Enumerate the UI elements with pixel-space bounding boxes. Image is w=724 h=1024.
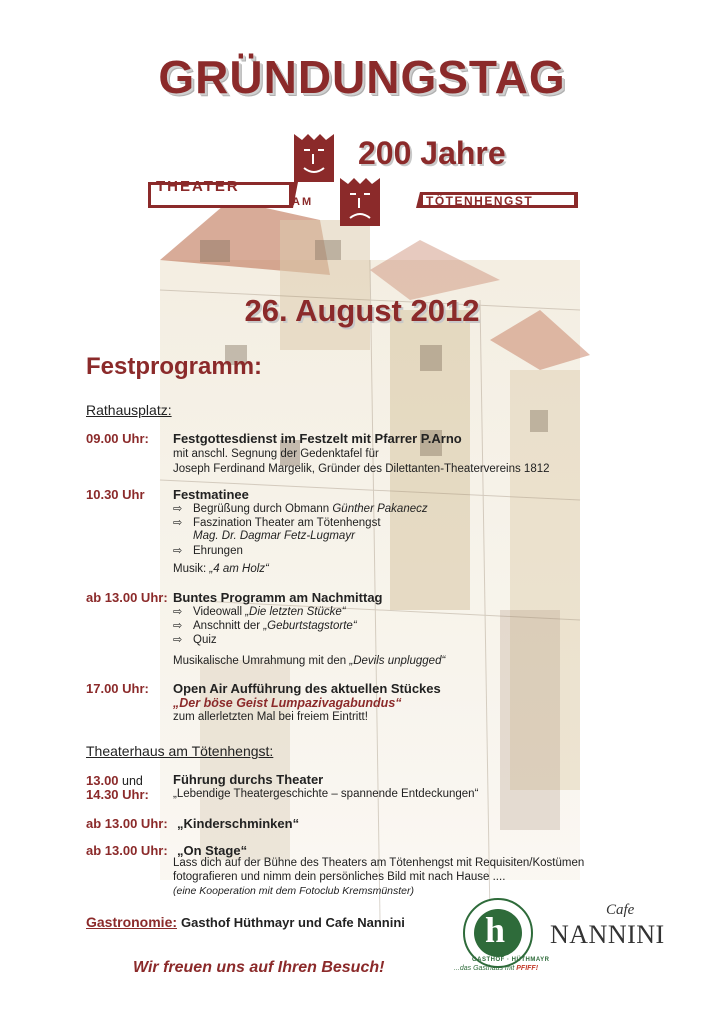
bullet-italic: „Geburtstagstorte“ — [263, 620, 357, 632]
time-a-suffix: und — [118, 774, 143, 788]
huthmayr-tagline-accent: PFIFF! — [516, 965, 539, 972]
bullet-text: Quiz — [193, 634, 217, 646]
bullet-text: Anschnitt der — [193, 620, 264, 632]
huthmayr-logo — [452, 895, 550, 975]
bullet-text: Videowall — [193, 606, 246, 618]
music-prefix: Musik: — [173, 563, 210, 575]
section-title-rathausplatz: Rathausplatz: — [86, 402, 172, 418]
bullet-text: Faszination Theater am Tötenhengst — [193, 517, 381, 529]
play-title: „Der böse Geist Lumpazivagabundus“ — [173, 696, 402, 710]
program-bullet — [173, 516, 381, 529]
event-detail: „Lebendige Theatergeschichte – spannende Entdeckungen“ — [173, 788, 479, 800]
time-label: 09.00 Uhr: — [86, 431, 149, 446]
event-headline: Festmatinee — [173, 487, 249, 502]
bullet-italic: „Die letzten Stücke“ — [245, 606, 346, 618]
program-bullet — [173, 633, 217, 646]
bullet-text: Ehrungen — [193, 545, 243, 557]
huthmayr-ring-text: GASTHOF · HÜTHMAYR — [472, 957, 550, 963]
music-band: „4 am Holz“ — [209, 563, 269, 575]
music-band: „Devils unplugged“ — [349, 655, 446, 667]
time-label: 14.30 Uhr: — [86, 787, 149, 802]
bullet-italic: Günther Pakanecz — [332, 503, 428, 515]
event-detail: Joseph Ferdinand Margelik, Gründer des Dilettanten-Theatervereins 1812 — [173, 463, 550, 475]
logo-totenhengst-text: TÖTENHENGST — [426, 194, 534, 208]
logo-theater-text: THEATER — [156, 178, 240, 195]
arrow-right-icon: ⇨ — [173, 545, 183, 557]
time-label: 10.30 Uhr — [86, 487, 145, 502]
time-label: ab 13.00 Uhr: — [86, 590, 168, 605]
time-label: ab 13.00 Uhr: — [86, 816, 168, 831]
event-detail: Lass dich auf der Bühne des Theaters am Tötenhengst mit Requisiten/Kostümen — [173, 857, 585, 869]
time-a: 13.00 — [86, 773, 119, 788]
bullet-text: Begrüßung durch Obmann — [193, 503, 333, 515]
program-bullet — [173, 544, 243, 557]
happy-mask-icon — [292, 132, 336, 184]
program-heading: Festprogramm: — [86, 353, 263, 380]
nannini-name: NANNINI — [550, 920, 665, 949]
arrow-right-icon: ⇨ — [173, 620, 183, 632]
arrow-right-icon: ⇨ — [173, 634, 183, 646]
arrow-right-icon: ⇨ — [173, 606, 183, 618]
huthmayr-letter: h — [485, 910, 506, 950]
music-note — [173, 563, 269, 575]
page-title: GRÜNDUNGSTAG — [158, 51, 566, 103]
nannini-logo — [550, 902, 700, 962]
event-headline: Führung durchs Theater — [173, 772, 324, 787]
event-headline: „Kinderschminken“ — [177, 816, 300, 831]
huthmayr-tagline — [454, 965, 538, 972]
event-headline: „On Stage“ — [177, 843, 248, 858]
welcome-message: Wir freuen uns auf Ihren Besuch! — [133, 959, 385, 976]
arrow-right-icon: ⇨ — [173, 503, 183, 515]
event-headline: Festgottesdienst im Festzelt mit Pfarrer P.Arno — [173, 431, 462, 446]
event-detail: fotografieren und nimm dein persönliches Bild mit nach Hause .... — [173, 871, 506, 883]
anniversary-label: 200 Jahre — [358, 135, 506, 171]
gastronomy-label: Gastronomie: — [86, 914, 178, 930]
event-headline: Open Air Aufführung des aktuellen Stückes — [173, 681, 441, 696]
nannini-script: Cafe — [606, 902, 635, 918]
event-headline: Buntes Programm am Nachmittag — [173, 590, 383, 605]
time-label: ab 13.00 Uhr: — [86, 843, 168, 858]
event-detail: mit anschl. Segnung der Gedenktafel für — [173, 448, 379, 460]
program-bullet — [173, 619, 357, 632]
program-bullet — [173, 605, 346, 618]
program-bullet — [173, 502, 428, 515]
section-title-theaterhaus: Theaterhaus am Tötenhengst: — [86, 743, 274, 759]
music-prefix: Musikalische Umrahmung mit den — [173, 655, 350, 667]
sad-mask-icon — [338, 176, 382, 228]
time-label: 17.00 Uhr: — [86, 681, 149, 696]
huthmayr-tagline-text: ...das Gasthaus mit — [454, 965, 515, 972]
event-date: 26. August 2012 — [244, 293, 480, 328]
cooperation-note: (eine Kooperation mit dem Fotoclub Kremsmünster) — [173, 885, 415, 897]
speaker-name: Mag. Dr. Dagmar Fetz-Lugmayr — [193, 530, 355, 542]
arrow-right-icon: ⇨ — [173, 517, 183, 529]
logo-am-text: AM — [292, 196, 314, 208]
event-detail: zum allerletzten Mal bei freiem Eintritt! — [173, 711, 368, 723]
music-note — [173, 655, 445, 667]
gastronomy-text: Gasthof Hüthmayr und Cafe Nannini — [181, 915, 405, 930]
